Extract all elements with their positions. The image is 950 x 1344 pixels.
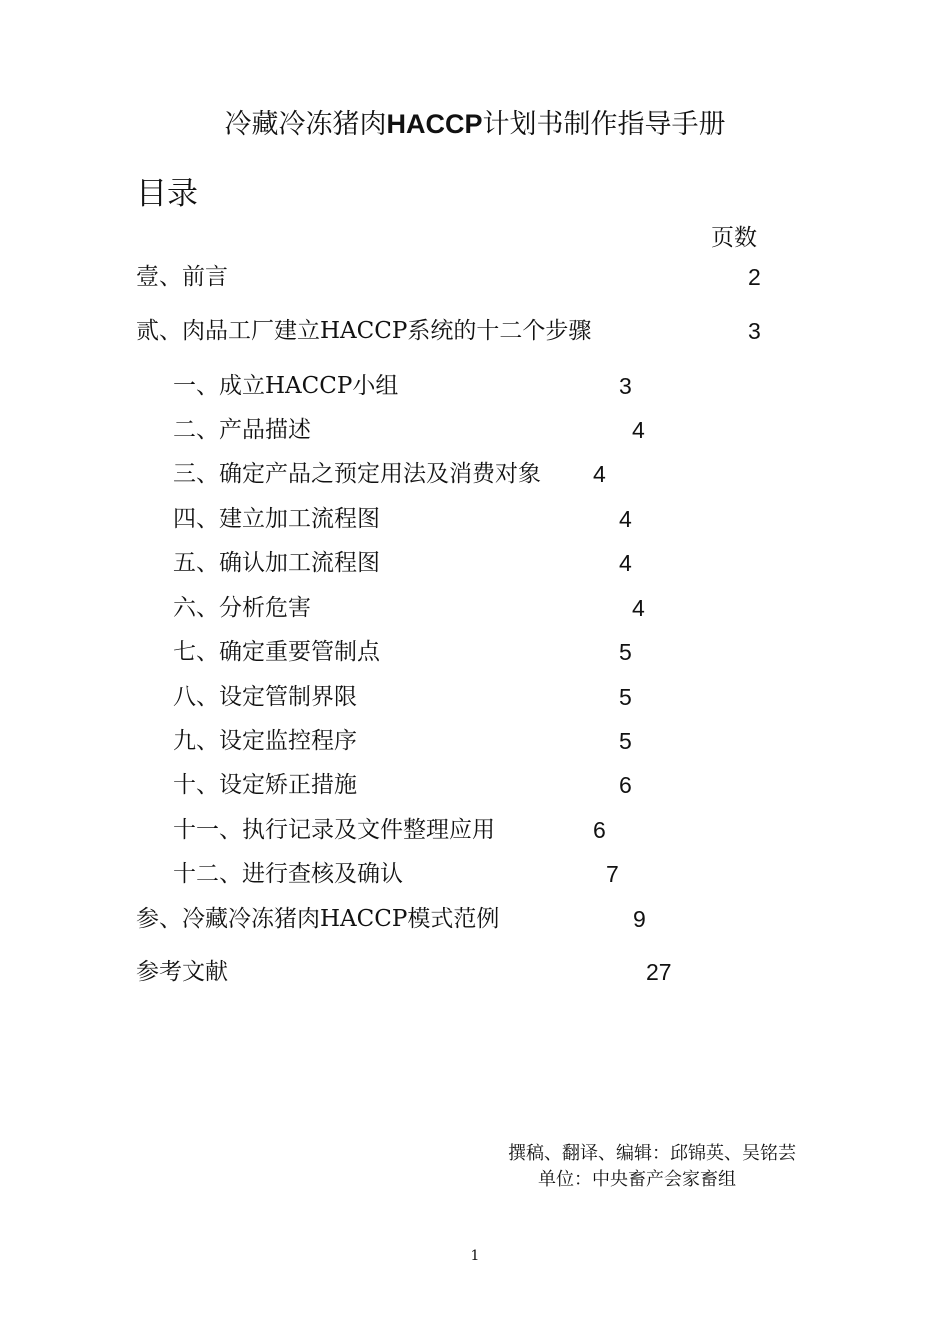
toc-entry-label[interactable]: 六、分析危害 xyxy=(173,595,311,621)
title-suffix: 计划书制作指导手册 xyxy=(482,109,726,140)
toc-entry-label[interactable]: 十、设定矫正措施 xyxy=(173,772,357,798)
toc-entry-label[interactable]: 五、确认加工流程图 xyxy=(173,550,380,576)
toc-entry-label[interactable]: 七、确定重要管制点 xyxy=(173,639,380,665)
toc-entry-label[interactable]: 二、产品描述 xyxy=(173,417,311,443)
title-bold: HACCP xyxy=(386,109,483,139)
toc-entry-label[interactable]: 贰、肉品工厂建立HACCP系统的十二个步骤 xyxy=(136,318,592,344)
toc-entry-label[interactable]: 参考文献 xyxy=(136,959,228,985)
toc-entry-label[interactable]: 一、成立HACCP小组 xyxy=(173,373,399,399)
toc-entry-label[interactable]: 八、设定管制界限 xyxy=(173,684,357,710)
toc-entry-page: 6 xyxy=(619,772,632,798)
toc-entry-page: 6 xyxy=(593,817,606,843)
toc-entry-label[interactable]: 参、冷藏冷冻猪肉HACCP模式范例 xyxy=(136,906,500,932)
toc-entry-page: 27 xyxy=(646,959,672,985)
title-prefix: 冷藏冷冻猪肉 xyxy=(224,109,387,140)
toc-entry-page: 5 xyxy=(619,728,632,754)
toc-entry-page: 2 xyxy=(748,264,761,290)
toc-entry-page: 4 xyxy=(632,595,645,621)
page-column-label: 页数 xyxy=(711,225,757,251)
toc-entry-page: 7 xyxy=(606,861,619,887)
page-number: 1 xyxy=(470,1248,480,1264)
toc-entry-label[interactable]: 四、建立加工流程图 xyxy=(173,506,380,532)
credits-unit: 单位：中央畜产会家畜组 xyxy=(538,1169,736,1190)
toc-entry-label[interactable]: 十一、执行记录及文件整理应用 xyxy=(173,817,495,843)
toc-entry-page: 5 xyxy=(619,684,632,710)
toc-entry-page: 4 xyxy=(619,506,632,532)
toc-entry-label[interactable]: 九、设定监控程序 xyxy=(173,728,357,754)
toc-entry-label[interactable]: 十二、进行查核及确认 xyxy=(173,861,403,887)
document-title xyxy=(0,104,950,145)
toc-entry-page: 3 xyxy=(748,318,761,344)
toc-entry-page: 4 xyxy=(632,417,645,443)
toc-entry-page: 5 xyxy=(619,639,632,665)
toc-entry-label[interactable]: 壹、前言 xyxy=(136,264,228,290)
toc-entry-page: 4 xyxy=(593,461,606,487)
toc-entry-page: 4 xyxy=(619,550,632,576)
credits-authors: 撰稿、翻译、编辑：邱锦英、吴铭芸 xyxy=(508,1143,796,1164)
toc-entry-page: 9 xyxy=(633,906,646,932)
toc-heading: 目录 xyxy=(136,176,198,212)
toc-entry-page: 3 xyxy=(619,373,632,399)
toc-entry-label[interactable]: 三、确定产品之预定用法及消费对象 xyxy=(173,461,541,487)
